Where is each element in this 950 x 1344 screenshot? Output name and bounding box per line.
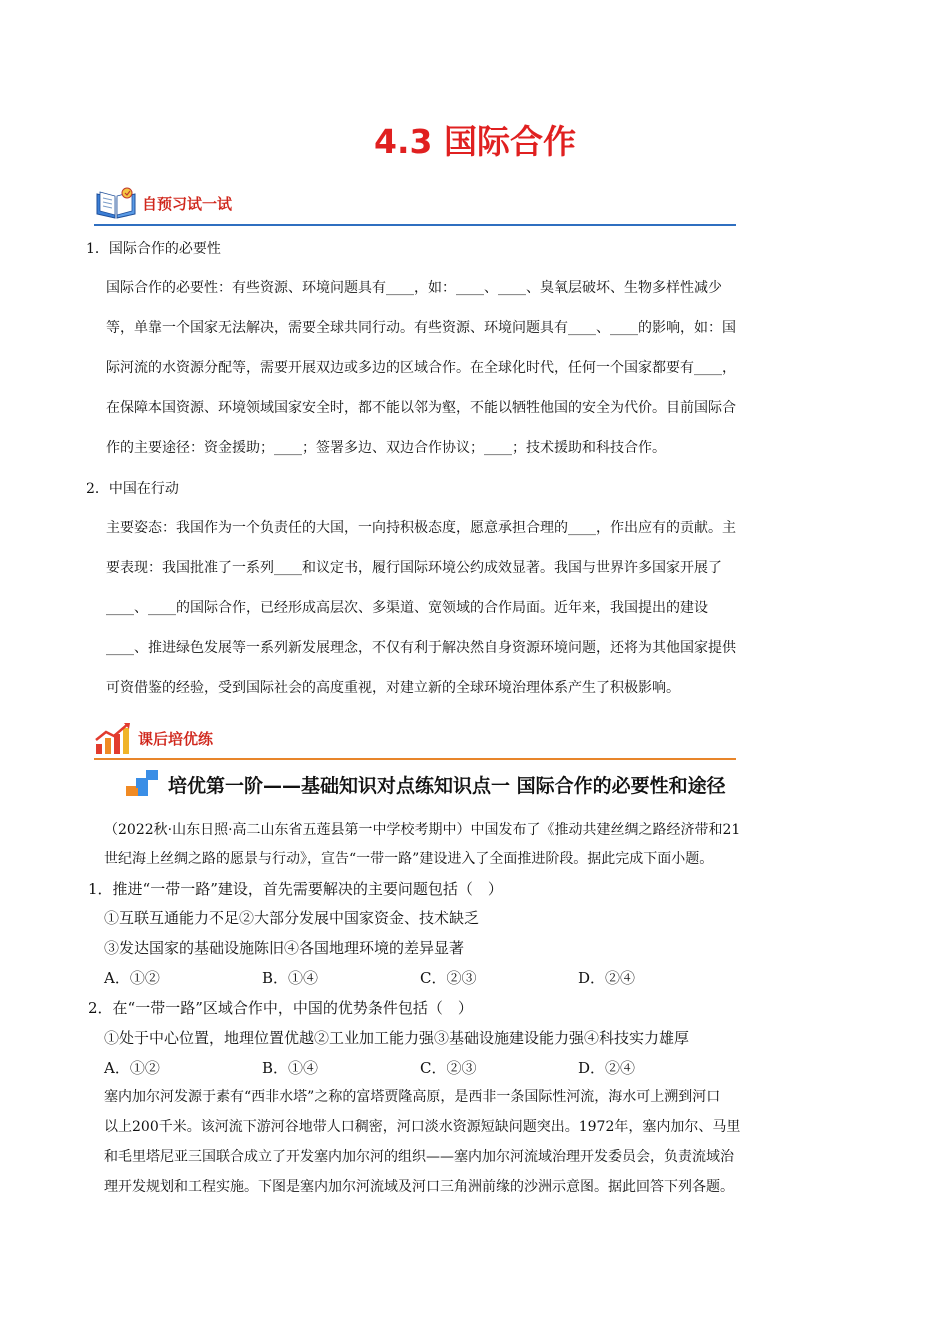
paragraph-line: 国际合作的必要性：有些资源、环境问题具有____，如：____、____、臭氧层破坏、生物多样性减少 [106,280,722,296]
material-line: 理开发规划和工程实施。下图是塞内加尔河流域及河口三角洲前缘的沙洲示意图。据此回答下列各题。 [104,1179,734,1195]
option-a[interactable]: A．①② [104,969,160,987]
growth-chart-icon [94,720,134,756]
paragraph-line: 际河流的水资源分配等，需要开展双边或多边的区域合作。在全球化时代，任何一个国家都要有____， [106,360,736,376]
senegal-river-material [104,1082,858,1202]
paragraph-line: 等，单靠一个国家无法解决，需要全球共同行动。有些资源、环境问题具有____、____的影响，如：国 [106,320,736,336]
intro-line: （2022秋·山东日照·高二山东省五莲县第一中学校考期中）中国发布了《推动共建丝绸之路经济带和21 [104,822,741,838]
option-b[interactable]: B．①④ [262,969,319,987]
paragraph-line: 可资借鉴的经验，受到国际社会的高度重视，对建立新的全球环境治理体系产生了积极影响。 [106,680,680,696]
option-a[interactable]: A．①② [104,1059,160,1077]
question-1-options [104,967,736,988]
practice-banner-label: 课后培优练 [138,729,214,748]
paragraph-line: ____、____的国际合作，已经形成高层次、多渠道、宽领域的合作局面。近年来，我国提出的建设 [106,600,708,616]
paragraph-line: 主要姿态：我国作为一个负责任的大国，一向持积极态度，愿意承担合理的____，作出应有的贡献。主 [106,520,736,536]
page-title: 4.3 国际合作 [374,122,576,161]
paragraph-line: 要表现：我国批准了一系列____和议定书，履行国际环境公约成效显著。我国与世界许多国家开展了 [106,560,722,576]
question-1-stem: 1．推进“一带一路”建设，首先需要解决的主要问题包括（ ） [88,880,503,898]
intro-line: 世纪海上丝绸之路的愿景与行动》，宣告“一带一路”建设进入了全面推进阶段。据此完成下面小题。 [104,850,714,867]
option-c[interactable]: C．②③ [420,969,477,987]
question-2-statement: ①处于中心位置，地理位置优越②工业加工能力强③基础设施建设能力强④科技实力雄厚 [104,1029,690,1047]
option-d[interactable]: D．②④ [578,1059,636,1077]
option-b[interactable]: B．①④ [262,1059,319,1077]
china-action-paragraph [106,508,858,708]
steps-icon [124,768,162,800]
question-2-stem: 2．在“一带一路”区域合作中，中国的优势条件包括（ ） [88,999,473,1017]
paragraph-line: 作的主要途径：资金援助；____；签署多边、双边合作协议；____；技术援助和科技合作。 [106,440,666,456]
option-d[interactable]: D．②④ [578,969,636,987]
preview-banner [94,186,232,220]
necessity-paragraph [106,268,858,468]
question-intro [104,816,858,873]
question-2-options [104,1057,736,1078]
preview-banner-label: 自预习试一试 [142,194,233,213]
preview-divider [94,224,736,226]
question-1-statement: ③发达国家的基础设施陈旧④各国地理环境的差异显著 [104,939,465,957]
material-line: 以上200千米。该河流下游河谷地带人口稠密，河口淡水资源短缺问题突出。1972年，塞内加尔、马里 [104,1119,741,1135]
section-heading-necessity: 1．国际合作的必要性 [86,241,221,257]
step-title: 培优第一阶——基础知识对点练知识点一 国际合作的必要性和途径 [168,774,726,797]
practice-divider [94,758,736,760]
material-line: 和毛里塔尼亚三国联合成立了开发塞内加尔河的组织——塞内加尔河流域治理开发委员会，负责流域治 [104,1149,734,1165]
step-title-row [124,768,726,800]
paragraph-line: ____、推进绿色发展等一系列新发展理念，不仅有利于解决然自身资源环境问题，还将为其他国家提供 [106,640,736,656]
paragraph-line: 在保障本国资源、环境领域国家安全时，都不能以邻为壑，不能以牺牲他国的安全为代价。目前国际合 [106,400,736,416]
question-1-statement: ①互联互通能力不足②大部分发展中国家资金、技术缺乏 [104,909,480,927]
material-line: 塞内加尔河发源于素有“西非水塔”之称的富塔贾隆高原，是西非一条国际性河流，海水可上溯到河口 [104,1089,721,1105]
book-icon [94,186,138,220]
practice-banner [94,720,213,756]
option-c[interactable]: C．②③ [420,1059,477,1077]
section-heading-china-action: 2．中国在行动 [86,481,179,497]
